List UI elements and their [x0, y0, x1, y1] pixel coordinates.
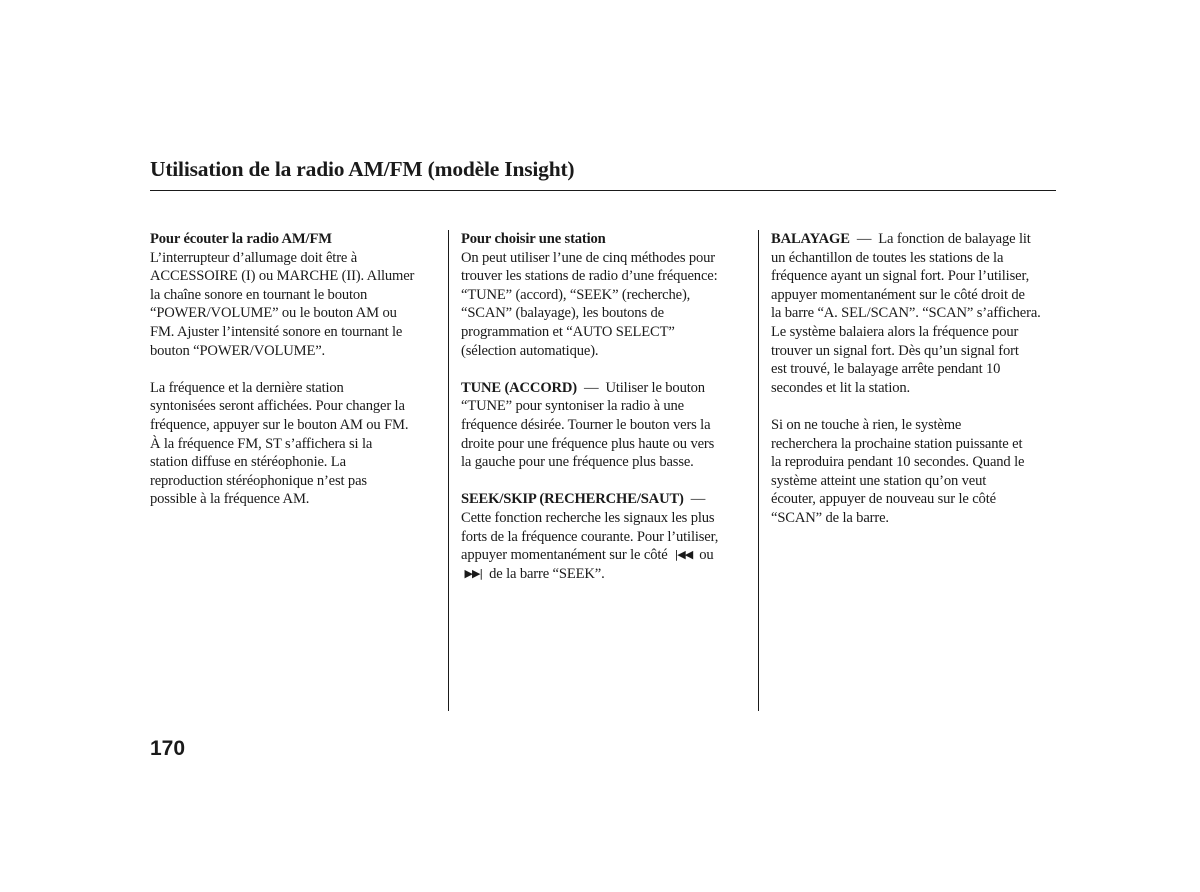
col3-p2-line: système atteint une station qu’on veut — [771, 472, 987, 489]
scan-line: un échantillon de toutes les stations de la — [771, 249, 1004, 266]
tune-line: droite pour une fréquence plus haute ou vers — [461, 435, 715, 452]
col1-p2-line: À la fréquence FM, ST s’affichera si la — [150, 435, 373, 452]
seek-line: Cette fonction recherche les signaux les plus — [461, 509, 715, 526]
col1-p1-line: la chaîne sonore en tournant le bouton — [150, 286, 368, 303]
tune-line: fréquence désirée. Tourner le bouton vers la — [461, 416, 711, 433]
col1-paragraph-1 — [150, 230, 445, 360]
col1-p2-line: possible à la fréquence AM. — [150, 491, 310, 508]
seek-line — [461, 546, 756, 565]
title-rule — [150, 190, 1056, 191]
seek-label: SEEK/SKIP (RECHERCHE/SAUT) — [461, 491, 684, 508]
col3-scan-paragraph — [771, 230, 1061, 397]
column-1 — [150, 230, 445, 509]
tune-first-line — [461, 379, 756, 398]
col1-paragraph-2 — [150, 379, 445, 509]
col2-intro-line: (sélection automatique). — [461, 342, 599, 359]
scan-first-line — [771, 230, 1061, 249]
col1-p1-line: FM. Ajuster l’intensité sonore en tournant le — [150, 323, 403, 340]
em-dash: — — [856, 231, 872, 247]
col1-p1-line: L’interrupteur d’allumage doit être à — [150, 249, 358, 266]
seek-line: forts de la fréquence courante. Pour l’utiliser, — [461, 528, 719, 545]
col1-p1-line: “POWER/VOLUME” ou le bouton AM ou — [150, 305, 397, 322]
column-3 — [771, 230, 1061, 528]
scan-label: BALAYAGE — [771, 231, 850, 247]
col1-p2-line: fréquence, appuyer sur le bouton AM ou FM. — [150, 416, 409, 433]
page-number: 170 — [150, 737, 186, 760]
column-divider-2 — [758, 230, 759, 711]
page-title: Utilisation de la radio AM/FM (modèle Insight) — [150, 157, 575, 181]
col3-p2-line: la reproduira pendant 10 secondes. Quand le — [771, 454, 1025, 471]
col3-p2-line: recherchera la prochaine station puissante et — [771, 435, 1023, 452]
col2-seek-paragraph — [461, 490, 756, 583]
col1-p2-line: syntonisées seront affichées. Pour changer la — [150, 398, 405, 415]
skip-forward-icon: ▶▶| — [464, 566, 483, 580]
seek-line3-text: appuyer momentanément sur le côté — [461, 547, 668, 564]
col2-heading: Pour choisir une station — [461, 231, 606, 247]
column-divider-1 — [448, 230, 449, 711]
col3-p2-line: écouter, appuyer de nouveau sur le côté — [771, 491, 996, 508]
em-dash: — — [690, 491, 706, 508]
col3-p2-line: “SCAN” de la barre. — [771, 509, 889, 526]
scan-line: fréquence ayant un signal fort. Pour l’utiliser, — [771, 268, 1030, 285]
tune-first-text: Utiliser le bouton — [605, 379, 705, 396]
col3-paragraph-2 — [771, 416, 1061, 528]
col2-intro-line: “SCAN” (balayage), les boutons de — [461, 305, 664, 322]
col3-p2-line: Si on ne touche à rien, le système — [771, 416, 962, 433]
column-2 — [461, 230, 756, 583]
em-dash: — — [584, 379, 599, 396]
col1-p2-line: reproduction stéréophonique n’est pas — [150, 472, 367, 489]
col1-p1-line: bouton “POWER/VOLUME”. — [150, 342, 326, 359]
scan-line: Le système balaiera alors la fréquence pour — [771, 323, 1019, 340]
col1-p1-line: ACCESSOIRE (I) ou MARCHE (II). Allumer — [150, 268, 415, 285]
scan-line: la barre “A. SEL/SCAN”. “SCAN” s’affichera. — [771, 305, 1041, 322]
tune-label: TUNE (ACCORD) — [461, 379, 578, 396]
col1-p2-line: station diffuse en stéréophonie. La — [150, 454, 346, 471]
col2-intro-line: On peut utiliser l’une de cinq méthodes pour — [461, 249, 715, 266]
scan-line: est trouvé, le balayage arrête pendant 10 — [771, 361, 1001, 378]
tune-line: la gauche pour une fréquence plus basse. — [461, 454, 694, 471]
scan-line: appuyer momentanément sur le côté droit de — [771, 286, 1025, 303]
col2-intro-line: programmation et “AUTO SELECT” — [461, 323, 675, 340]
seek-line4-text: de la barre “SEEK”. — [489, 565, 605, 582]
seek-line — [461, 565, 756, 584]
col2-intro-line: “TUNE” (accord), “SEEK” (recherche), — [461, 286, 691, 303]
scan-line: secondes et lit la station. — [771, 379, 911, 396]
col1-heading: Pour écouter la radio AM/FM — [150, 231, 332, 247]
col2-intro-paragraph — [461, 230, 756, 360]
col1-p2-line: La fréquence et la dernière station — [150, 379, 344, 396]
seek-or-text: ou — [699, 547, 714, 564]
seek-first-line — [461, 490, 756, 509]
col2-intro-line: trouver les stations de radio d’une fréquence: — [461, 268, 718, 285]
scan-first-text: La fonction de balayage lit — [878, 231, 1031, 247]
tune-line: “TUNE” pour syntoniser la radio à une — [461, 398, 685, 415]
col2-tune-paragraph — [461, 379, 756, 472]
skip-back-icon: |◀◀ — [674, 548, 693, 562]
scan-line: trouver un signal fort. Dès qu’un signal fort — [771, 342, 1019, 359]
